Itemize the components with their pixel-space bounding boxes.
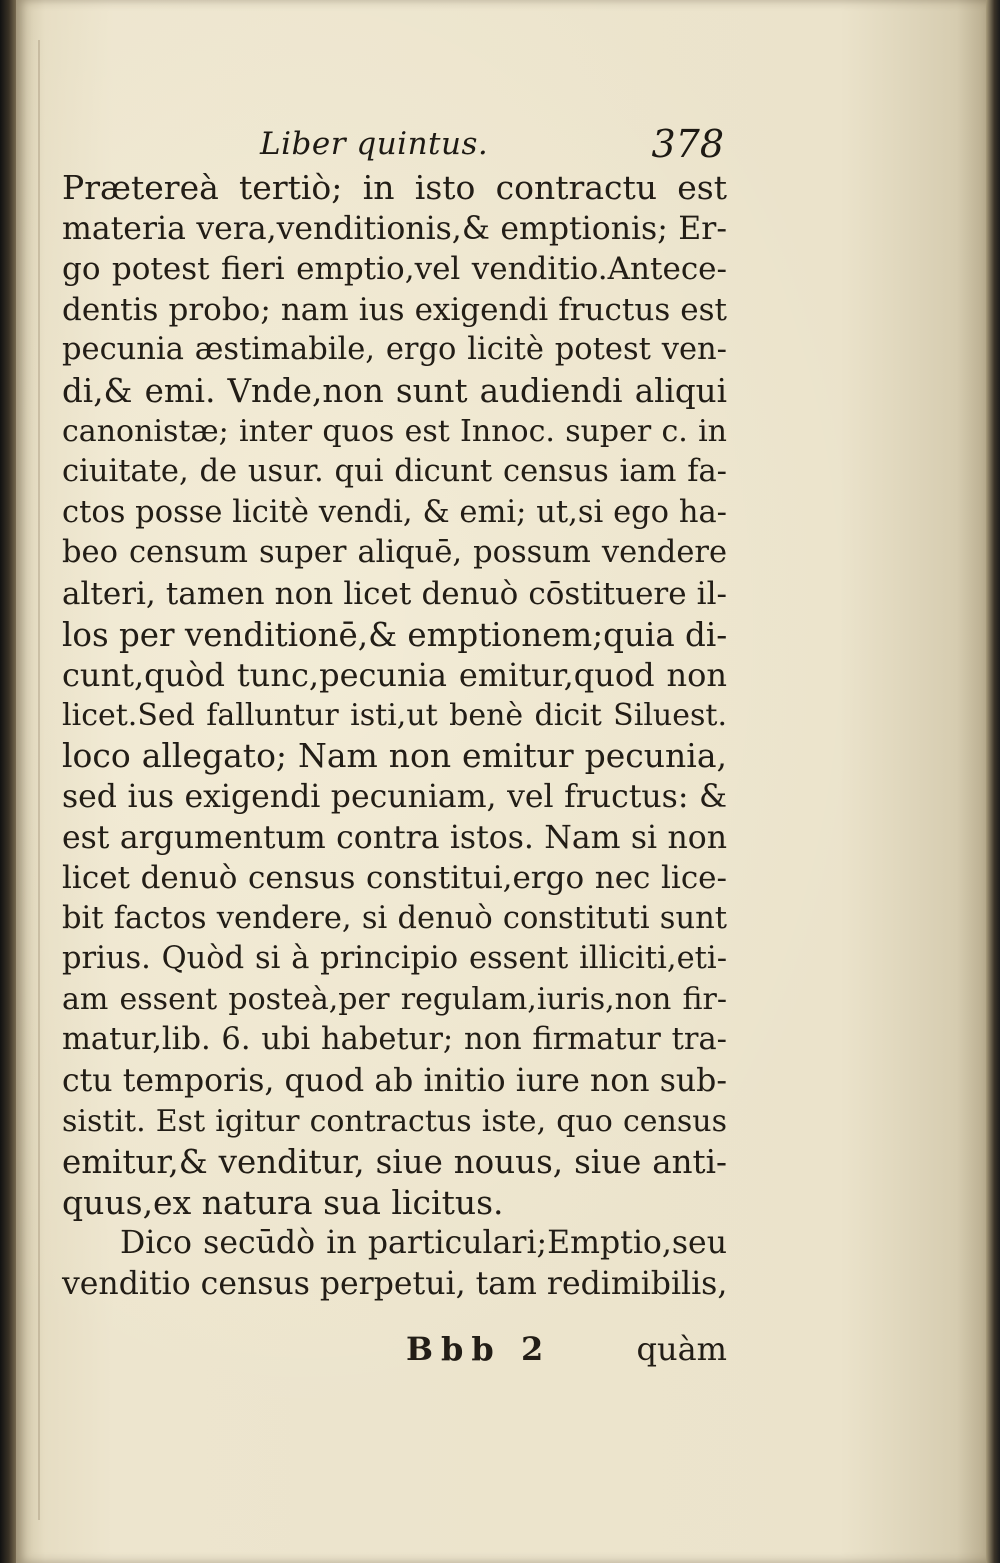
text-line: cunt,quòd tunc,pecunia emitur,quod non xyxy=(62,656,727,695)
text-line: quus,ex natura sua licitus. xyxy=(62,1182,504,1222)
text-line: ctu temporis, quod ab initio iure non sub- xyxy=(62,1063,727,1100)
text-line: loco allegato; Nam non emitur pecunia, xyxy=(62,736,727,776)
body-text xyxy=(62,168,727,1305)
text-line: Dico secūdò in particulari;Emptio,seu xyxy=(120,1225,727,1262)
text-line: pecunia ӕstimabile, ergo licitè potest ven- xyxy=(62,332,727,368)
page-footer xyxy=(62,1330,727,1374)
text-line: canonistӕ; inter quos est Innoc. super c. in xyxy=(62,413,727,449)
text-line: beo censum super aliquē, possum vendere xyxy=(62,535,727,571)
text-line: matur,lib. 6. ubi habetur; non firmatur tra- xyxy=(62,1022,727,1058)
text-line: sed ius exigendi pecuniam, vel fructus: & xyxy=(62,778,727,815)
text-line: am essent posteà,per regulam,iuris,non fir- xyxy=(62,981,727,1017)
text-line: prius. Quòd si à principio essent illiciti,eti- xyxy=(62,941,727,977)
text-line: ciuitate, de usur. qui dicunt census iam fa- xyxy=(62,454,727,490)
text-line: sistit. Est igitur contractus iste, quo census xyxy=(62,1103,727,1139)
text-line: go potest fieri emptio,vel venditio.Antece- xyxy=(62,251,727,288)
text-line: los per venditionē,& emptionem;quia di- xyxy=(62,615,728,654)
text-line: venditio census perpetui, tam redimibilis, xyxy=(62,1266,728,1303)
text-line: emitur,& venditur, siue nouus, siue anti- xyxy=(62,1143,727,1182)
page-edge-shadow xyxy=(986,0,1000,1563)
running-title: Liber quintus. xyxy=(260,126,489,162)
text-line: licet.Sed falluntur isti,ut benè dicit Siluest. xyxy=(62,697,727,733)
text-line: Prӕtereà tertiò; in isto contractu est xyxy=(62,168,727,207)
page-leaf xyxy=(16,0,986,1563)
text-line: materia vera,venditionis,& emptionis; Er- xyxy=(62,210,727,247)
page-header xyxy=(64,118,724,168)
text-line: dentis probo; nam ius exigendi fructus est xyxy=(62,291,727,328)
text-line: di,& emi. Vnde,non sunt audiendi aliqui xyxy=(62,371,727,410)
signature-mark: Bbb 2 xyxy=(406,1330,552,1368)
page-number: 378 xyxy=(651,122,724,166)
catchword: quàm xyxy=(636,1330,727,1368)
gutter-fold xyxy=(38,40,40,1520)
text-line: ctos posse licitè vendi, & emi; ut,si ego ha- xyxy=(62,494,727,530)
text-line: alteri, tamen non licet denuò cōstituere il- xyxy=(62,575,727,612)
text-line: bit factos vendere, si denuò constituti sunt xyxy=(62,900,727,936)
text-line: licet denuò census constitui,ergo nec lice- xyxy=(62,860,727,897)
text-line: est argumentum contra istos. Nam si non xyxy=(62,819,727,856)
